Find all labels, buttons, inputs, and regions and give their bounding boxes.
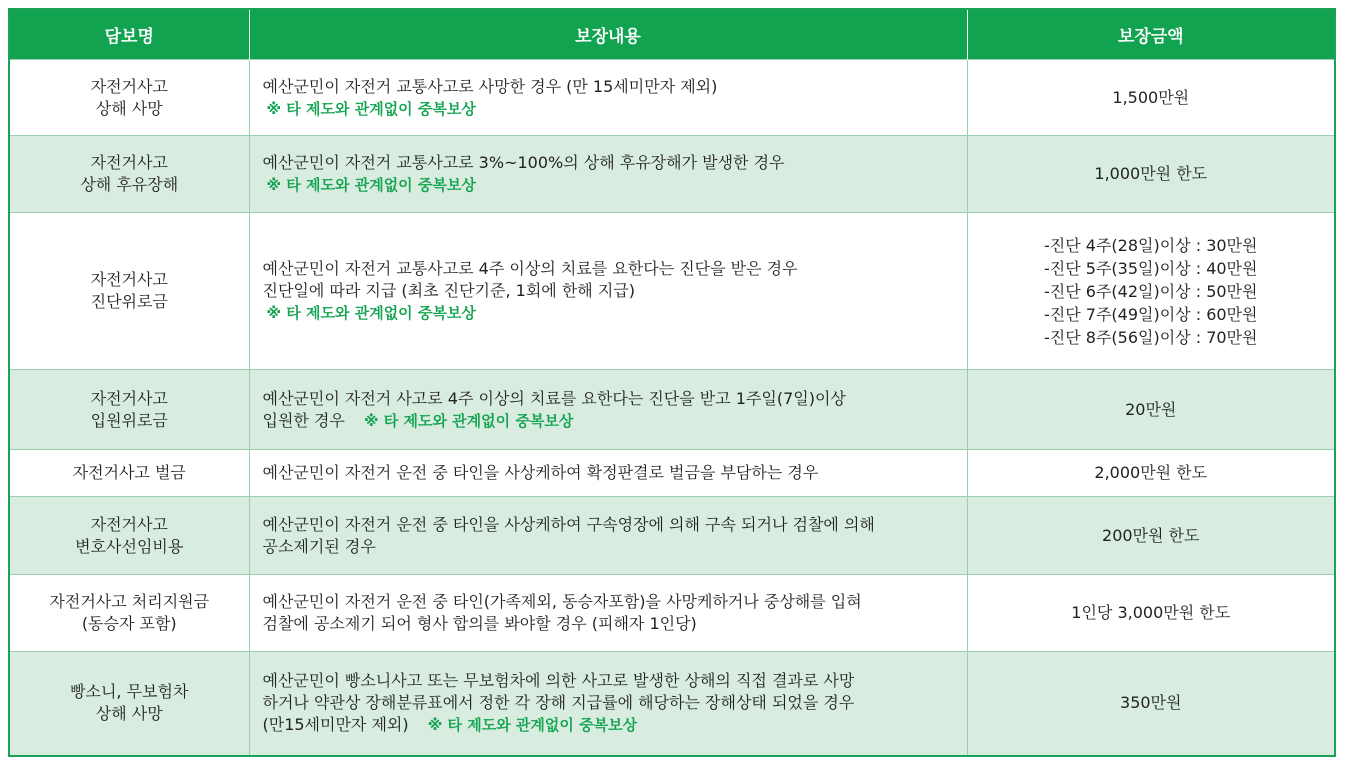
diagnosis-amount-item: -진단 4주(28일)이상 : 30만원 (1044, 235, 1258, 255)
coverage-content-line: 하거나 약관상 장해분류표에서 정한 각 장해 지급률에 해당하는 장해상태 되었을 경우 (262, 693, 855, 713)
coverage-name-cell (9, 497, 249, 575)
coverage-content-line: 검찰에 공소제기 되어 형사 합의를 봐야할 경우 (피해자 1인당) (262, 614, 697, 633)
coverage-name-line: (동승자 포함) (81, 614, 177, 633)
coverage-name-line: 상해 사망 (95, 704, 163, 724)
coverage-content-line: 예산군민이 자전거 운전 중 타인을 사상케하여 구속영장에 의해 구속 되거나 검찰에 의해 (262, 514, 875, 534)
coverage-amount-cell (967, 575, 1335, 652)
coverage-name-cell (9, 575, 249, 652)
coverage-content-line: 진단일에 따라 지급 (최초 진단기준, 1회에 한해 지급) (262, 281, 635, 300)
coverage-amount-cell (967, 213, 1335, 370)
coverage-name-line: 자전거사고 (90, 76, 168, 96)
coverage-name-line: 자전거사고 (90, 388, 168, 408)
header-coverage-name: 담보명 (9, 9, 249, 60)
coverage-amount-cell (967, 136, 1335, 213)
coverage-amount-cell (967, 652, 1335, 756)
table-row (9, 575, 1335, 652)
coverage-content-cell (249, 497, 967, 575)
coverage-amount-cell (967, 60, 1335, 136)
coverage-name-cell (9, 652, 249, 756)
coverage-name-line: 상해 후유장해 (80, 175, 179, 194)
table-row (9, 370, 1335, 450)
coverage-name-line: 입원위로금 (90, 410, 168, 430)
coverage-content-cell (249, 60, 967, 136)
coverage-content-line: 예산군민이 자전거 교통사고로 3%~100%의 상해 후유장해가 발생한 경우 (262, 153, 785, 172)
duplicate-compensation-note: ※ 타 제도와 관계없이 중복보상 (363, 411, 574, 430)
coverage-table (8, 8, 1336, 757)
table-header-row (9, 9, 1335, 60)
duplicate-compensation-note: ※ 타 제도와 관계없이 중복보상 (266, 99, 476, 118)
coverage-name-line: 빵소니, 무보험차 (70, 682, 189, 702)
coverage-content-cell (249, 652, 967, 756)
coverage-name-cell (9, 60, 249, 136)
coverage-amount-value: 350만원 (1120, 693, 1182, 713)
coverage-amount-value: 1인당 3,000만원 한도 (1071, 603, 1231, 622)
coverage-content-line: 공소제기된 경우 (262, 536, 376, 556)
coverage-name-cell (9, 450, 249, 497)
coverage-name-line: 자전거사고 (90, 270, 168, 289)
coverage-content-text: 입원한 경우 (262, 410, 345, 430)
coverage-name-line: 자전거사고 처리지원금 (49, 592, 210, 611)
coverage-content-cell (249, 213, 967, 370)
duplicate-compensation-note: ※ 타 제도와 관계없이 중복보상 (427, 716, 638, 735)
coverage-content-line: 예산군민이 자전거 운전 중 타인(가족제외, 동승자포함)을 사망케하거나 중상해를 입혀 (262, 592, 862, 611)
coverage-amount-value: 200만원 한도 (1102, 525, 1200, 545)
coverage-name-cell (9, 136, 249, 213)
header-coverage-content: 보장내용 (249, 9, 967, 60)
coverage-amount-value: 2,000만원 한도 (1094, 463, 1208, 482)
coverage-content-line-with-note (263, 410, 967, 432)
coverage-name-line: 진단위로금 (90, 292, 168, 311)
coverage-content-line: 예산군민이 자전거 교통사고로 4주 이상의 치료를 요한다는 진단을 받은 경우 (262, 259, 798, 278)
table-row (9, 652, 1335, 756)
coverage-content-line: 예산군민이 자전거 교통사고로 사망한 경우 (만 15세미만자 제외) (262, 76, 718, 96)
coverage-table-wrapper (8, 8, 1334, 757)
coverage-content-line-with-note (263, 714, 967, 736)
diagnosis-amount-item: -진단 7주(49일)이상 : 60만원 (1044, 304, 1258, 324)
coverage-amount-cell (967, 497, 1335, 575)
coverage-amount-cell (967, 450, 1335, 497)
coverage-name-cell (9, 370, 249, 450)
coverage-content-line: 예산군민이 빵소니사고 또는 무보험차에 의한 사고로 발생한 상해의 직접 결과로 사망 (262, 671, 855, 691)
coverage-amount-value: 1,500만원 (1112, 87, 1190, 107)
coverage-content-cell (249, 370, 967, 450)
table-row (9, 136, 1335, 213)
coverage-name-line: 자전거사고 벌금 (72, 463, 186, 482)
duplicate-compensation-note: ※ 타 제도와 관계없이 중복보상 (266, 176, 476, 194)
header-coverage-amount: 보장금액 (967, 9, 1335, 60)
coverage-content-cell (249, 575, 967, 652)
table-row (9, 497, 1335, 575)
duplicate-compensation-note: ※ 타 제도와 관계없이 중복보상 (266, 304, 476, 322)
coverage-name-line: 상해 사망 (95, 98, 163, 118)
coverage-content-cell (249, 136, 967, 213)
coverage-name-line: 자전거사고 (90, 514, 168, 534)
coverage-content-cell (249, 450, 967, 497)
table-row (9, 213, 1335, 370)
coverage-amount-value: 20만원 (1125, 399, 1177, 419)
coverage-amount-value: 1,000만원 한도 (1094, 164, 1208, 183)
coverage-name-line: 자전거사고 (90, 153, 168, 172)
coverage-name-line: 변호사선임비용 (75, 536, 184, 556)
table-row (9, 450, 1335, 497)
diagnosis-amount-list (1044, 234, 1257, 349)
coverage-content-text: (만15세미만자 제외) (262, 715, 409, 735)
coverage-content-line: 예산군민이 자전거 운전 중 타인을 사상케하여 확정판결로 벌금을 부담하는 경우 (262, 463, 819, 482)
diagnosis-amount-item: -진단 8주(56일)이상 : 70만원 (1044, 327, 1258, 347)
diagnosis-amount-item: -진단 5주(35일)이상 : 40만원 (1044, 258, 1258, 278)
diagnosis-amount-item: -진단 6주(42일)이상 : 50만원 (1044, 281, 1258, 301)
coverage-amount-cell (967, 370, 1335, 450)
coverage-content-line: 예산군민이 자전거 사고로 4주 이상의 치료를 요한다는 진단을 받고 1주일(7일)이상 (262, 388, 846, 408)
table-row (9, 60, 1335, 136)
coverage-name-cell (9, 213, 249, 370)
